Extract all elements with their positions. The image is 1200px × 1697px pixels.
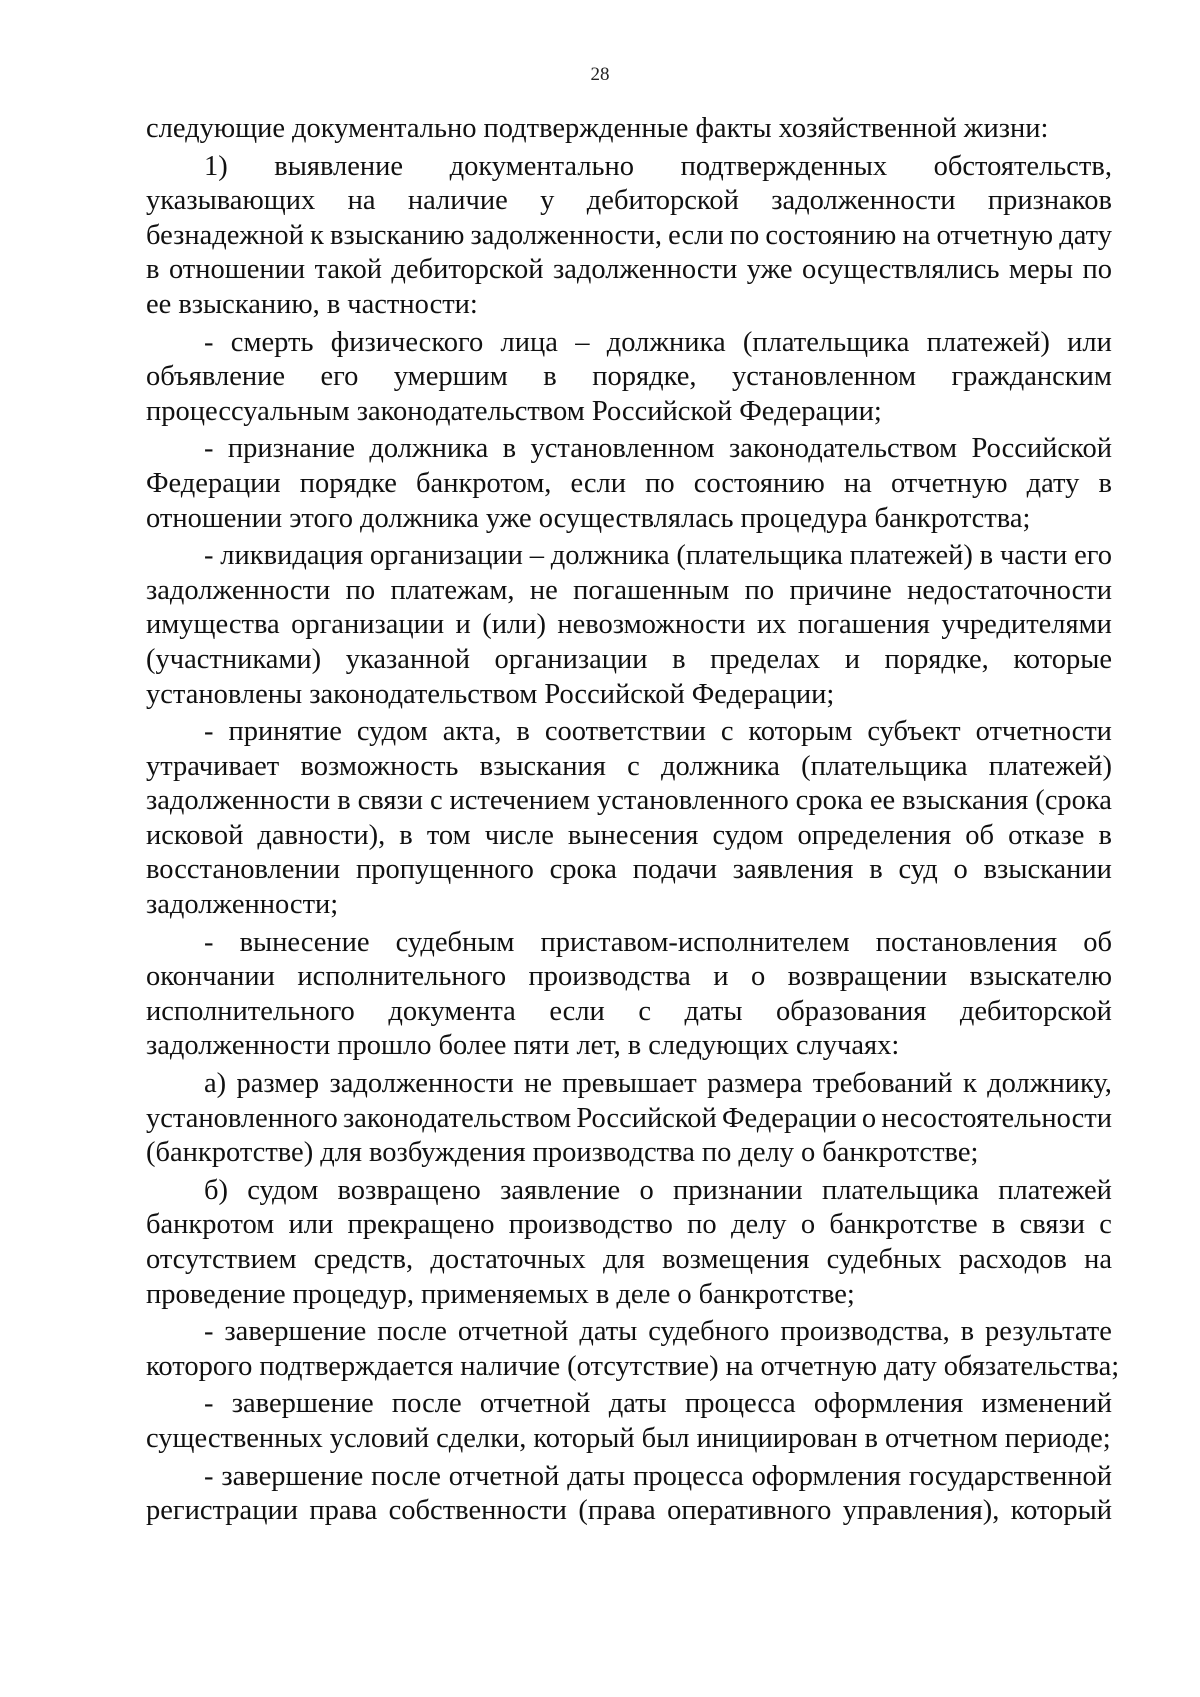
text-line: (банкротстве) для возбуждения производства по делу о банкротстве; xyxy=(146,1137,979,1169)
text-line: (участниками) указанной организации в пределах и порядке, которые xyxy=(146,643,1112,675)
text-line: следующие документально подтвержденные факты хозяйственной жизни: xyxy=(146,113,1049,144)
text-line: процессуальным законодательством Российской Федерации; xyxy=(146,395,882,427)
text-line: - завершение после отчетной даты судебного производства, в результате xyxy=(204,1316,1112,1348)
text-line: проведение процедур, применяемых в деле о банкротстве; xyxy=(146,1278,855,1310)
text-line: установленного законодательством Российской Федерации о несостоятельности xyxy=(146,1102,1112,1134)
text-line: которого подтверждается наличие (отсутствие) на отчетную дату обязательства; xyxy=(146,1350,1120,1382)
body-text xyxy=(146,112,1120,1529)
text-line: отсутствием средств, достаточных для возмещения судебных расходов на xyxy=(146,1244,1112,1275)
text-line: в отношении такой дебиторской задолженности уже осуществлялись меры по xyxy=(146,254,1112,286)
text-line: исполнительного документа если с даты образования дебиторской xyxy=(146,995,1112,1027)
text-line: имущества организации и (или) невозможности их погашения учредителями xyxy=(146,609,1112,641)
text-line: - смерть физического лица – должника (плательщика платежей) или xyxy=(204,326,1112,358)
text-line: 1) выявление документально подтвержденных обстоятельств, xyxy=(204,150,1112,182)
text-line: - признание должника в установленном законодательством Российской xyxy=(204,433,1112,465)
text-line: задолженности прошло более пяти лет, в следующих случаях: xyxy=(146,1030,900,1062)
text-line: объявление его умершим в порядке, установленном гражданским xyxy=(146,361,1112,393)
text-line: - завершение после отчетной даты процесса оформления государственной xyxy=(204,1460,1112,1492)
text-line: ее взысканию, в частности: xyxy=(146,288,478,320)
text-line: - ликвидация организации – должника (плательщика платежей) в части его xyxy=(204,540,1112,572)
text-line: утрачивает возможность взыскания с должника (плательщика платежей) xyxy=(146,750,1112,782)
text-line: окончании исполнительного производства и о возвращении взыскателю xyxy=(146,961,1112,993)
text-line: - принятие судом акта, в соответствии с которым субъект отчетности xyxy=(204,716,1112,748)
text-line: безнадежной к взысканию задолженности, если по состоянию на отчетную дату xyxy=(146,219,1112,251)
text-line: - завершение после отчетной даты процесса оформления изменений xyxy=(204,1388,1112,1420)
text-line: установлены законодательством Российской Федерации; xyxy=(146,678,835,710)
text-line: указывающих на наличие у дебиторской задолженности признаков xyxy=(146,185,1112,217)
text-line: отношении этого должника уже осуществлялась процедура банкротства; xyxy=(146,502,1031,534)
text-line: - вынесение судебным приставом-исполнителем постановления об xyxy=(204,926,1112,958)
text-line: исковой давности), в том числе вынесения судом определения об отказе в xyxy=(146,819,1112,851)
text-line: восстановлении пропущенного срока подачи заявления в суд о взыскании xyxy=(146,854,1112,886)
text-line: регистрации права собственности (права оперативного управления), который xyxy=(146,1495,1112,1527)
page-number: 28 xyxy=(590,64,610,85)
text-line: б) судом возвращено заявление о признании плательщика платежей xyxy=(204,1174,1112,1206)
text-line: существенных условий сделки, который был инициирован в отчетном периоде; xyxy=(146,1422,1111,1454)
text-line: Федерации порядке банкротом, если по состоянию на отчетную дату в xyxy=(146,467,1112,499)
text-line: задолженности по платежам, не погашенным по причине недостаточности xyxy=(146,574,1112,606)
text-line: задолженности; xyxy=(146,889,339,921)
text-line: а) размер задолженности не превышает размера требований к должнику, xyxy=(204,1068,1112,1100)
text-line: банкротом или прекращено производство по делу о банкротстве в связи с xyxy=(146,1209,1112,1241)
text-line: задолженности в связи с истечением установленного срока ее взыскания (срока xyxy=(146,785,1112,817)
